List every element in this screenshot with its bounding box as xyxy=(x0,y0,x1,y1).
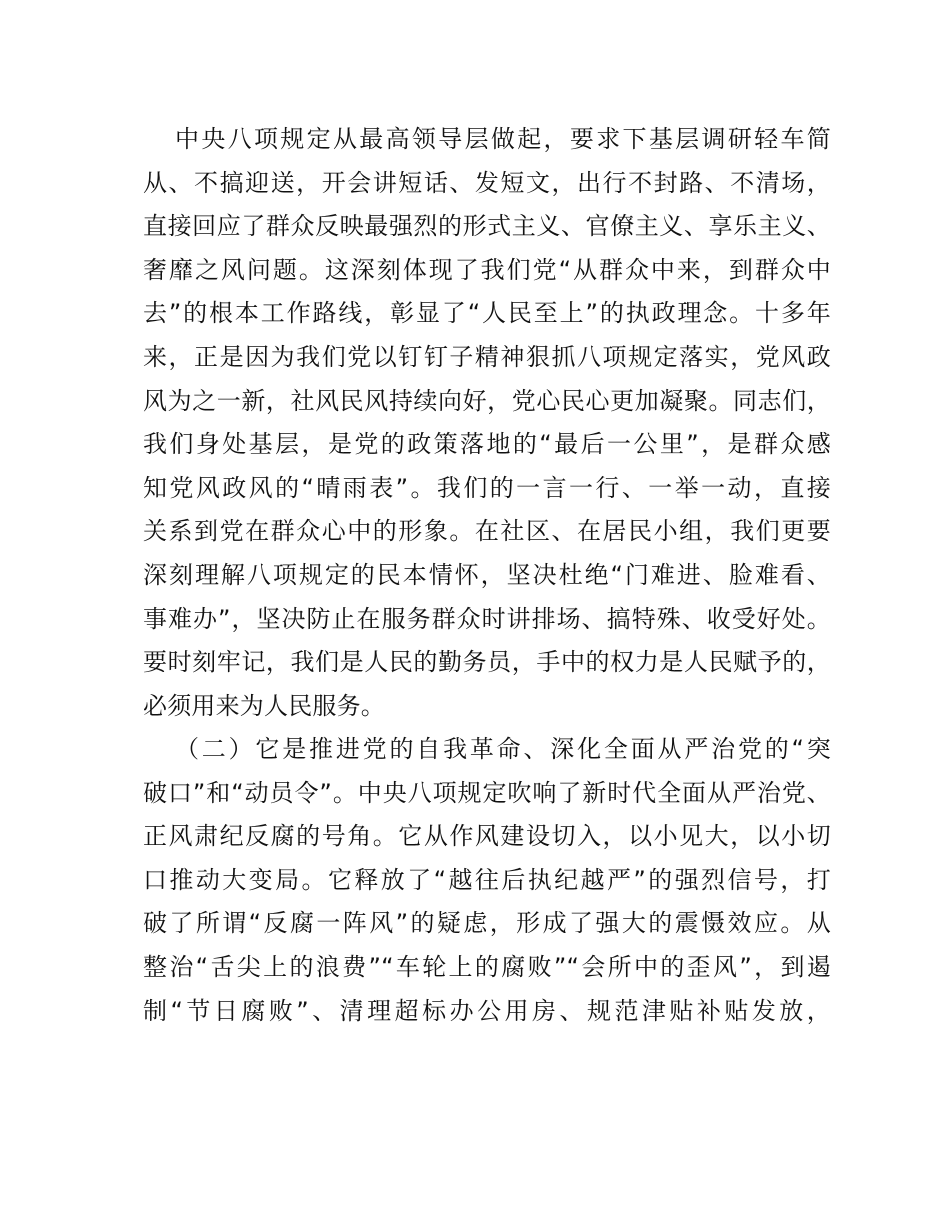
text-line: 事难办”，坚决防止在服务群众时讲排场、搞特殊、收受好处。 xyxy=(143,604,831,633)
text-line: 去”的根本工作路线，彰显了“人民至上”的执政理念。十多年 xyxy=(143,299,831,328)
text-line: 破口”和“动员令”。中央八项规定吹响了新时代全面从严治党、 xyxy=(143,778,831,807)
text-line: 来，正是因为我们党以钉钉子精神狠抓八项规定落实，党风政 xyxy=(143,342,831,371)
text-line: 奢靡之风问题。这深刻体现了我们党“从群众中来，到群众中 xyxy=(143,255,831,284)
text-line: 从、不搞迎送，开会讲短话、发短文，出行不封路、不清场， xyxy=(143,168,831,197)
text-line: 口推动大变局。它释放了“越往后执纪越严”的强烈信号，打 xyxy=(143,865,831,894)
text-line: 中央八项规定从最高领导层做起，要求下基层调研轻车简 xyxy=(175,125,831,153)
text-line: 制“节日腐败”、清理超标办公用房、规范津贴补贴发放， xyxy=(143,996,831,1025)
text-line: （二）它是推进党的自我革命、深化全面从严治党的“突 xyxy=(175,735,831,763)
text-line: 关系到党在群众心中的形象。在社区、在居民小组，我们更要 xyxy=(143,517,831,546)
text-line: 深刻理解八项规定的民本情怀，坚决杜绝“门难进、脸难看、 xyxy=(143,560,831,589)
text-line: 整治“舌尖上的浪费”“车轮上的腐败”“会所中的歪风”，到遏 xyxy=(143,952,831,981)
paragraph-1 xyxy=(143,118,831,728)
paragraph-2 xyxy=(143,728,831,1033)
text-line: 风为之一新，社风民风持续向好，党心民心更加凝聚。同志们， xyxy=(143,386,831,415)
text-line: 正风肃纪反腐的号角。它从作风建设切入，以小见大，以小切 xyxy=(143,822,831,851)
text-line: 必须用来为人民服务。 xyxy=(143,691,385,720)
text-line: 知党风政风的“晴雨表”。我们的一言一行、一举一动，直接 xyxy=(143,473,831,502)
text-line: 要时刻牢记，我们是人民的勤务员，手中的权力是人民赋予的， xyxy=(143,648,831,677)
text-line: 直接回应了群众反映最强烈的形式主义、官僚主义、享乐主义、 xyxy=(143,212,831,241)
text-line: 我们身处基层，是党的政策落地的“最后一公里”，是群众感 xyxy=(143,430,831,459)
text-line: 破了所谓“反腐一阵风”的疑虑，形成了强大的震慑效应。从 xyxy=(143,909,831,938)
